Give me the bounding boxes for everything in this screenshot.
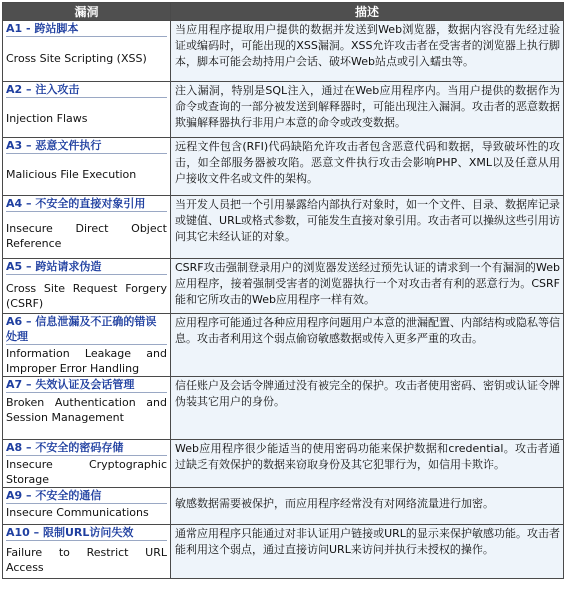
vulnerability-table bbox=[2, 2, 564, 579]
header-desc: 描述 bbox=[171, 3, 564, 21]
vuln-name-cell bbox=[3, 21, 171, 82]
vuln-title-cn: A6 – 信息泄漏及不正确的错误处理 bbox=[6, 314, 167, 345]
table-row bbox=[3, 196, 564, 259]
vuln-name-cell bbox=[3, 138, 171, 196]
vuln-description: 当应用程序提取用户提供的数据并发送到Web浏览器，数据内容没有先经过验证或编码时，可能出现的XSS漏洞。XSS允许攻击者在受害者的浏览器上执行脚本，脚本可能会劫持用户会话、破坏Web站点或引入蠕虫等。 bbox=[171, 21, 564, 82]
vuln-title-cn: A1 - 跨站脚本 bbox=[6, 21, 167, 37]
table-row bbox=[3, 488, 564, 525]
table-row bbox=[3, 259, 564, 314]
vuln-title-en: Insecure Direct Object Reference bbox=[6, 222, 167, 250]
vuln-title-cn: A5 – 跨站请求伪造 bbox=[6, 259, 167, 275]
vuln-title-cn: A4 – 不安全的直接对象引用 bbox=[6, 196, 167, 212]
vuln-name-cell bbox=[3, 259, 171, 314]
table-row bbox=[3, 21, 564, 82]
table-header-row bbox=[3, 3, 564, 21]
vuln-title-en: Injection Flaws bbox=[6, 112, 88, 125]
vuln-name-cell bbox=[3, 314, 171, 377]
vuln-description: CSRF攻击强制登录用户的浏览器发送经过预先认证的请求到一个有漏洞的Web应用程序，接着强制受害者的浏览器执行一个对攻击者有利的恶意行为。CSRF能和它所攻击的Web应用程序一样有效。 bbox=[171, 259, 564, 314]
vuln-description: 远程文件包含(RFI)代码缺陷允许攻击者包含恶意代码和数据，导致破坏性的攻击，如全部服务器被攻陷。恶意文件执行攻击会影响PHP、XML以及任意从用户接收文件名或文件的架构。 bbox=[171, 138, 564, 196]
table-row bbox=[3, 377, 564, 440]
vuln-title-cn: A2 – 注入攻击 bbox=[6, 82, 167, 98]
vuln-title-cn: A9 – 不安全的通信 bbox=[6, 488, 167, 504]
vuln-name-cell bbox=[3, 525, 171, 579]
vuln-title-cn: A10 – 限制URL访问失效 bbox=[6, 525, 167, 541]
vuln-description: 敏感数据需要被保护，而应用程序经常没有对网络流量进行加密。 bbox=[171, 488, 564, 525]
vuln-title-en: Cross Site Scripting (XSS) bbox=[6, 52, 147, 65]
vuln-title-en: Insecure Communications bbox=[6, 506, 149, 519]
vuln-title-en: Failure to Restrict URL Access bbox=[6, 546, 167, 574]
vuln-name-cell bbox=[3, 196, 171, 259]
vuln-description: 通常应用程序只能通过对非认证用户链接或URL的显示来保护敏感功能。攻击者能利用这个弱点，通过直接访问URL来访问并执行未授权的操作。 bbox=[171, 525, 564, 579]
vuln-name-cell bbox=[3, 440, 171, 488]
table-row bbox=[3, 440, 564, 488]
vuln-description: 注入漏洞，特别是SQL注入，通过在Web应用程序内。当用户提供的数据作为命令或查询的一部分被发送到解释器时，可能出现注入漏洞。攻击者的恶意数据欺骗解释器执行非用户本意的命令或改变数据。 bbox=[171, 82, 564, 138]
vulnerability-table-container bbox=[2, 2, 563, 579]
table-row bbox=[3, 82, 564, 138]
vuln-title-en: Insecure Cryptographic Storage bbox=[6, 458, 167, 486]
table-row bbox=[3, 138, 564, 196]
table-row bbox=[3, 314, 564, 377]
vuln-title-en: Cross Site Request Forgery (CSRF) bbox=[6, 282, 167, 310]
vuln-description: 当开发人员把一个引用暴露给内部执行对象时，如一个文件、目录、数据库记录或键值、URL或格式参数，可能发生直接对象引用。攻击者可以操纵这些引用访问其它未经认证的对象。 bbox=[171, 196, 564, 259]
header-vuln: 漏洞 bbox=[3, 3, 171, 21]
vuln-description: Web应用程序很少能适当的使用密码功能来保护数据和credential。攻击者通过缺乏有效保护的数据来窃取身份及其它犯罪行为，如信用卡欺诈。 bbox=[171, 440, 564, 488]
vuln-name-cell bbox=[3, 82, 171, 138]
table-row bbox=[3, 525, 564, 579]
vuln-title-en: Information Leakage and Improper Error Handling bbox=[6, 347, 167, 375]
vuln-description: 信任账户及会话令牌通过没有被完全的保护。攻击者使用密码、密钥或认证令牌伪装其它用户的身份。 bbox=[171, 377, 564, 440]
vuln-title-en: Broken Authentication and Session Management bbox=[6, 396, 167, 424]
vuln-title-en: Malicious File Execution bbox=[6, 168, 137, 181]
vuln-title-cn: A3 – 恶意文件执行 bbox=[6, 138, 167, 154]
vuln-description: 应用程序可能通过各种应用程序问题用户本意的泄漏配置、内部结构或隐私等信息。攻击者利用这个弱点偷窃敏感数据或传入更多严重的攻击。 bbox=[171, 314, 564, 377]
vuln-name-cell bbox=[3, 377, 171, 440]
vuln-title-cn: A7 – 失效认证及会话管理 bbox=[6, 377, 167, 393]
vuln-title-cn: A8 – 不安全的密码存储 bbox=[6, 440, 167, 456]
vuln-name-cell bbox=[3, 488, 171, 525]
